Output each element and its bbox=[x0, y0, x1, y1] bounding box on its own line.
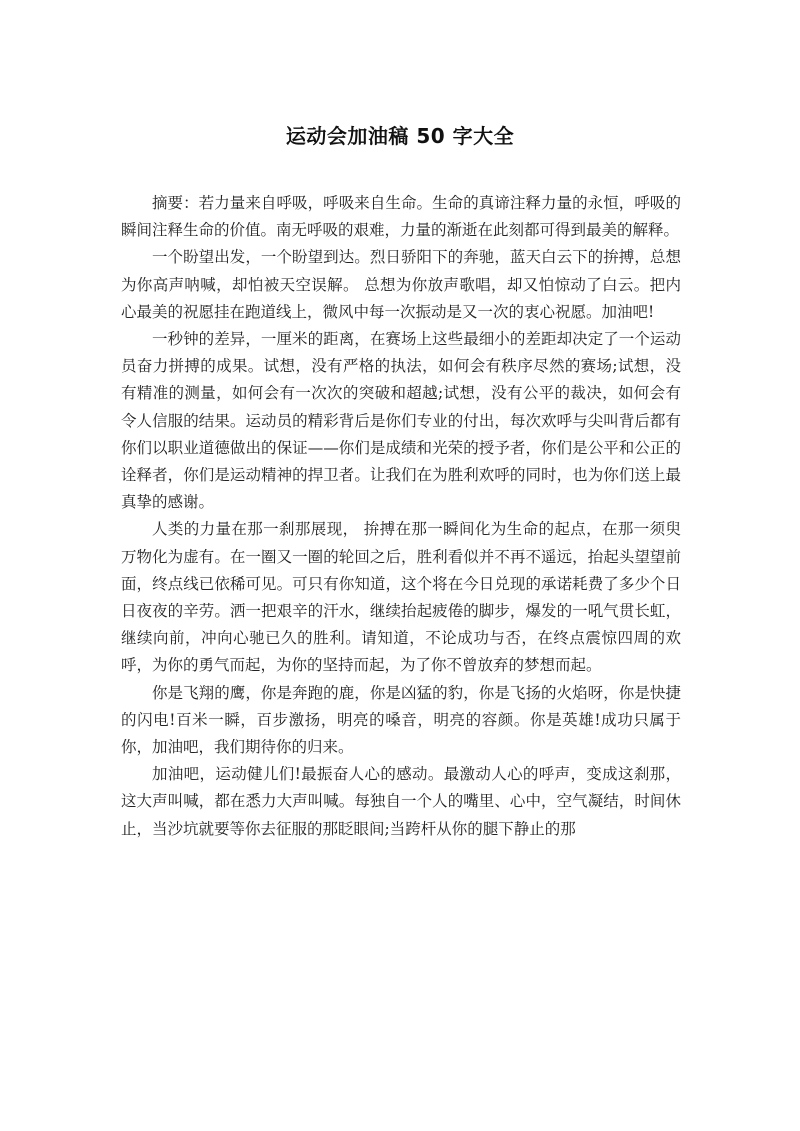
paragraph: 一秒钟的差异，一厘米的距离，在赛场上这些最细小的差距却决定了一个运动员奋力拼搏的成果。试想，没有严格的执法，如何会有秩序尽然的赛场;试想，没有精准的测量，如何会有一次次的突破和超越;试想，没有公平的裁决，如何会有令人信服的结果。运动员的精彩背后是你们专业的付出，每次欢呼与尖叫背后都有你们以职业道德做出的保证——你们是成绩和光荣的授予者，你们是公平和公正的诠释者，你们是运动精神的捍卫者。让我们在为胜利欢呼的同时，也为你们送上最真挚的感谢。 bbox=[121, 330, 681, 512]
document-title: 运动会加油稿 50 字大全 bbox=[285, 124, 515, 148]
paragraph: 你是飞翔的鹰，你是奔跑的鹿，你是凶猛的豹，你是飞扬的火焰呀，你是快捷的闪电!百米一瞬，百步激扬，明亮的嗓音，明亮的容颜。你是英雄!成功只属于你，加油吧，我们期待你的归来。 bbox=[121, 683, 681, 757]
paragraph: 一个盼望出发，一个盼望到达。烈日骄阳下的奔驰，蓝天白云下的拚搏，总想为你高声呐喊，却怕被天空误解。 总想为你放声歌唱，却又怕惊动了白云。把内心最美的祝愿挂在跑道线上，微风中每一次振动是又一次的衷心祝愿。加油吧! bbox=[121, 248, 681, 321]
paragraph: 加油吧，运动健儿们!最振奋人心的感动。最激动人心的呼声，变成这刹那，这大声叫喊，都在悉力大声叫喊。每独自一个人的嘴里、心中，空气凝结，时间休止，当沙坑就要等你去征服的那眨眼间;当跨杆从你的腿下静止的那 bbox=[121, 765, 681, 838]
paragraph: 人类的力量在那一刹那展现， 拚搏在那一瞬间化为生命的起点，在那一须臾万物化为虚有。在一圈又一圈的轮回之后，胜利看似并不再不遥远，抬起头望望前面，终点线已依稀可见。可只有你知道，这个将在今日兑现的承诺耗费了多少个日日夜夜的辛劳。洒一把艰辛的汗水，继续抬起疲倦的脚步，爆发的一吼气贯长虹，继续向前，冲向心驰已久的胜利。请知道，不论成功与否，在终点震惊四周的欢呼，为你的勇气而起，为你的坚持而起，为了你不曾放弃的梦想而起。 bbox=[121, 520, 681, 675]
document-body bbox=[121, 190, 681, 843]
paragraph-abstract: 摘要：若力量来自呼吸，呼吸来自生命。生命的真谛注释力量的永恒，呼吸的瞬间注释生命的价值。南无呼吸的艰难，力量的渐逝在此刻都可得到最美的解释。 bbox=[121, 194, 681, 240]
